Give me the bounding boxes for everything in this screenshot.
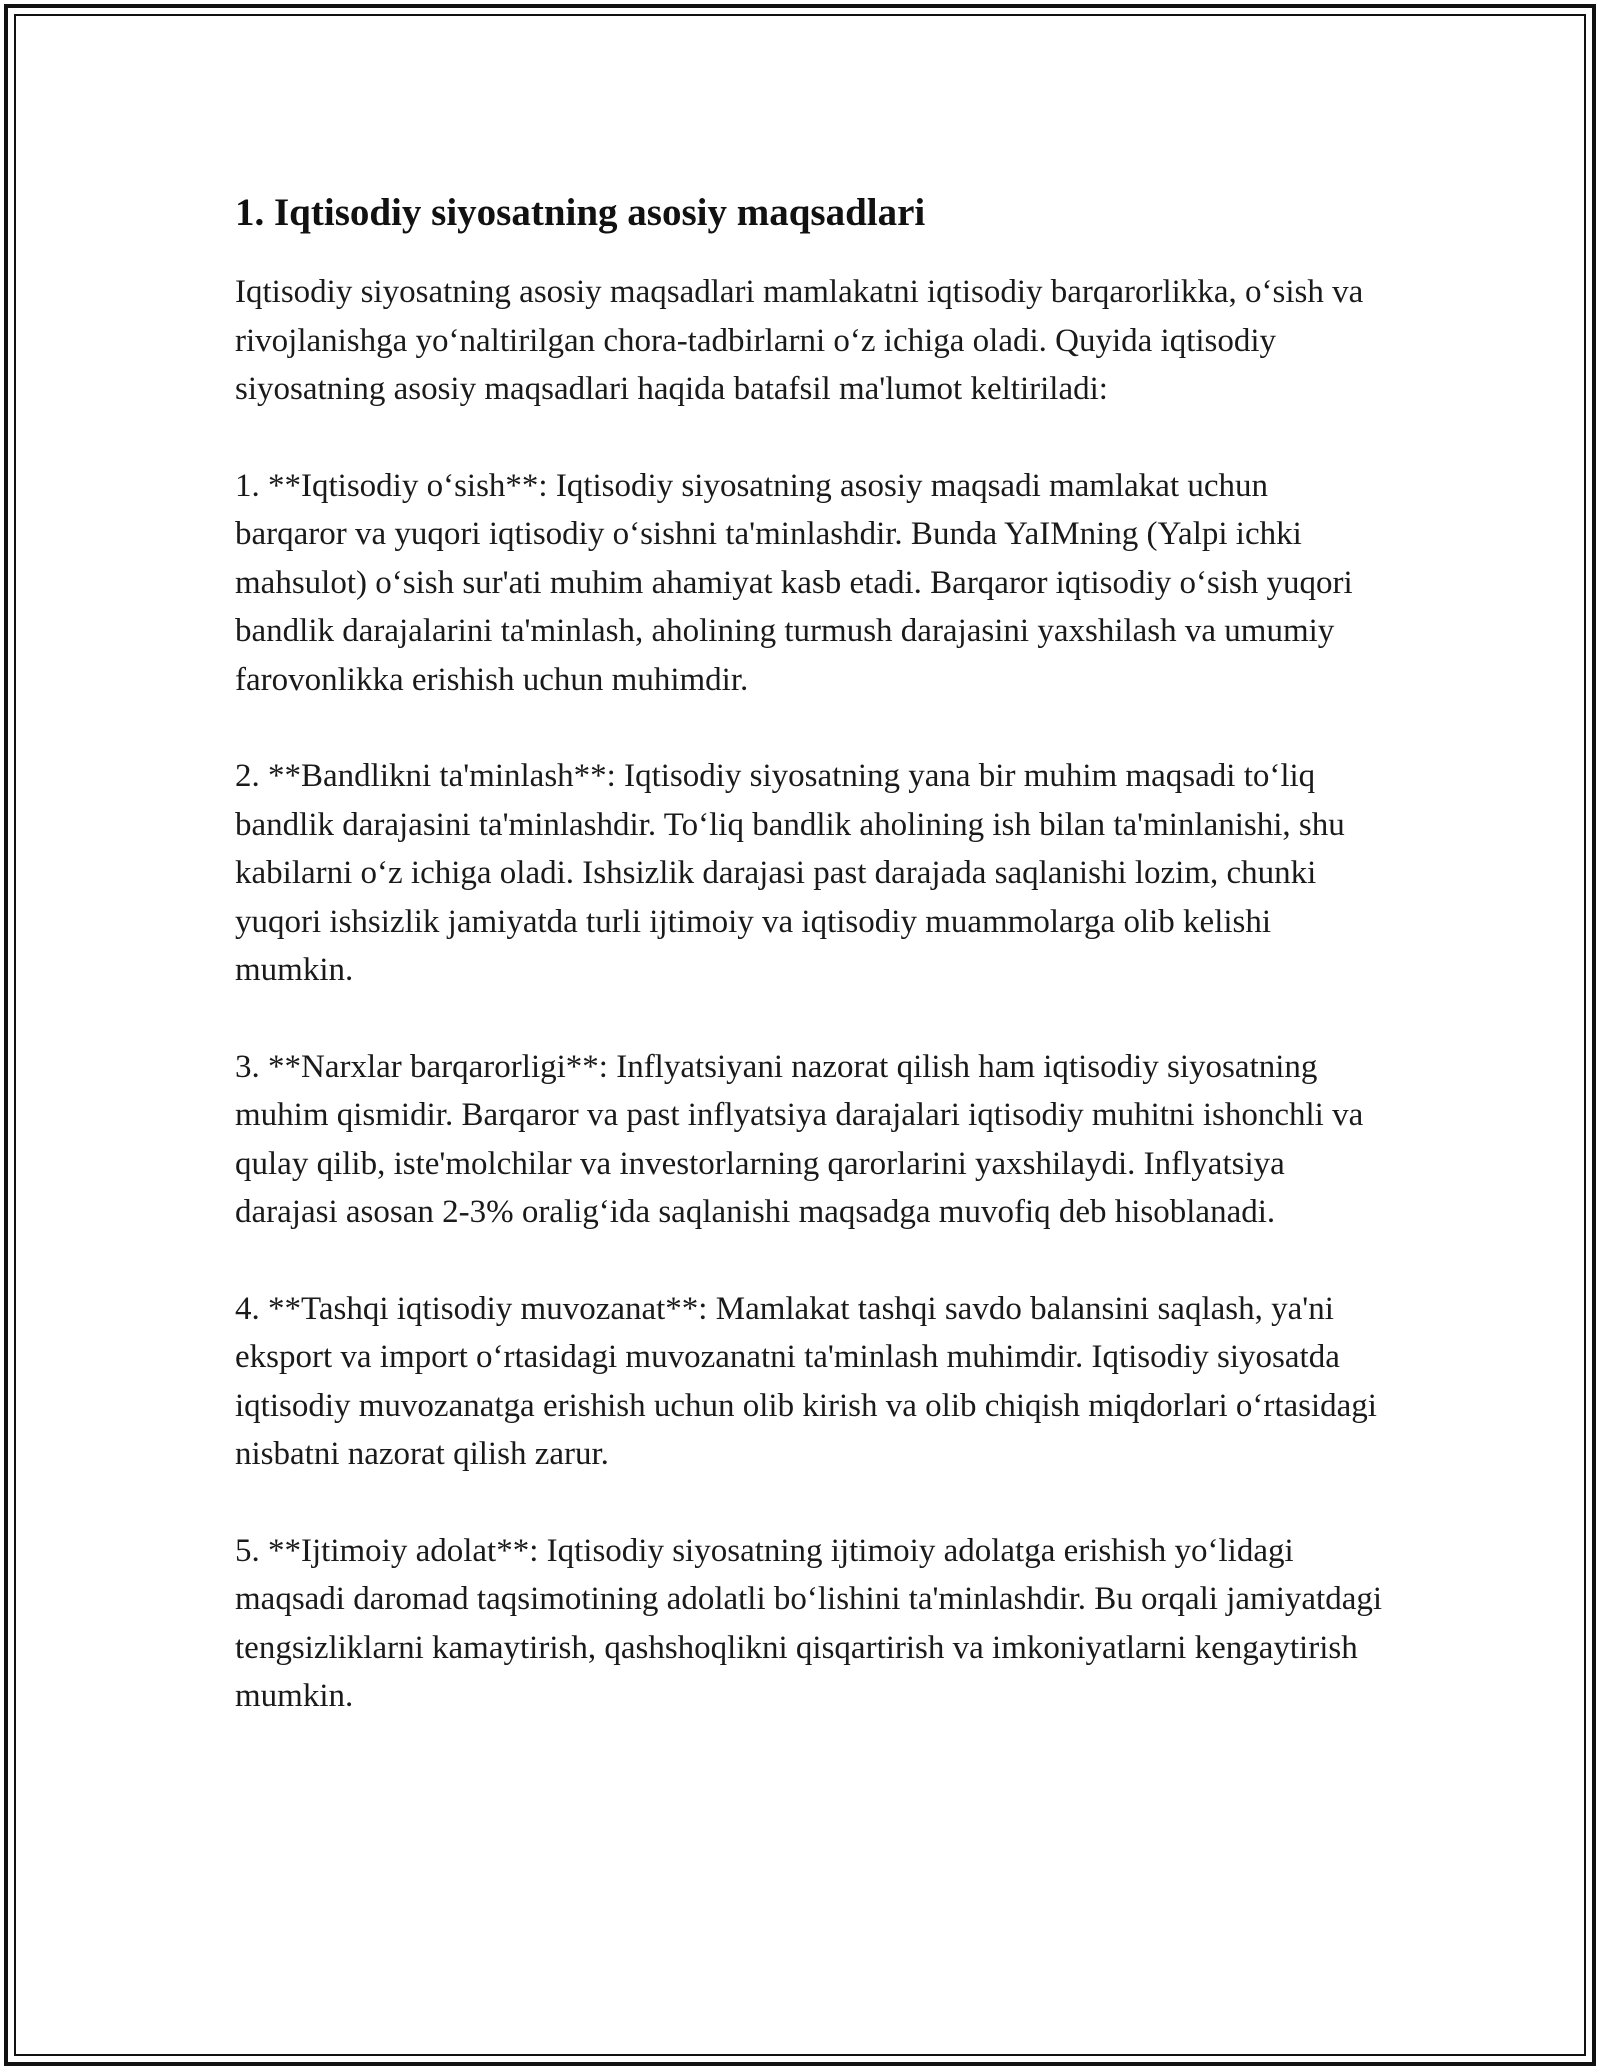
item-social-justice: 5. **Ijtimoiy adolat**: Iqtisodiy siyosatning ijtimoiy adolatga erishish yo‘lidagi maqsadi daromad taqsimotining adolatli bo‘lishini ta'minlashdir. Bu orqali jamiyatdagi tengsizliklarni kamaytirish, qashshoqlikni qisqartirish va imkoniyatlarni kengaytirish mumkin. [235,1532,1383,1714]
section-heading: 1. Iqtisodiy siyosatning asosiy maqsadlari [235,191,926,234]
item-external-balance: 4. **Tashqi iqtisodiy muvozanat**: Mamlakat tashqi savdo balansini saqlash, ya'ni eksport va import o‘rtasidagi muvozanatni ta'minlash muhimdir. Iqtisodiy siyosatda iqtisodiy muvozanatga erishish uchun olib kirish va olib chiqish miqdorlari o‘rtasidagi nisbatni nazorat qilish zarur. [235,1290,1377,1472]
item-employment: 2. **Bandlikni ta'minlash**: Iqtisodiy siyosatning yana bir muhim maqsadi to‘liq bandlik darajasini ta'minlashdir. To‘liq bandlik aholining ish bilan ta'minlanishi, shu kabilarni o‘z ichiga oladi. Ishsizlik darajasi past darajada saqlanishi lozim, chunki yuqori ishsizlik jamiyatda turli ijtimoiy va iqtisodiy muammolarga olib kelishi mumkin. [235,758,1345,988]
intro-paragraph: Iqtisodiy siyosatning asosiy maqsadlari mamlakatni iqtisodiy barqarorlikka, o‘sish va rivojlanishga yo‘naltirilgan chora-tadbirlarni o‘z ichiga oladi. Quyida iqtisodiy siyosatning asosiy maqsadlari haqida batafsil ma'lumot keltiriladi: [235,274,1364,407]
item-price-stability: 3. **Narxlar barqarorligi**: Inflyatsiyani nazorat qilish ham iqtisodiy siyosatning muhim qismidir. Barqaror va past inflyatsiya darajalari iqtisodiy muhitni ishonchli va qulay qilib, iste'molchilar va investorlarning qarorlarini yaxshilaydi. Inflyatsiya darajasi asosan 2-3% oralig‘ida saqlanishi maqsadga muvofiq deb hisoblanadi. [235,1048,1364,1230]
item-economic-growth: 1. **Iqtisodiy o‘sish**: Iqtisodiy siyosatning asosiy maqsadi mamlakat uchun barqaror va yuqori iqtisodiy o‘sishni ta'minlashdir. Bunda YaIMning (Yalpi ichki mahsulot) o‘sish sur'ati muhim ahamiyat kasb etadi. Barqaror iqtisodiy o‘sish yuqori bandlik darajalarini ta'minlash, aholining turmush darajasini yaxshilash va umumiy farovonlikka erishish uchun muhimdir. [235,467,1353,698]
document-body [235,184,1385,1769]
